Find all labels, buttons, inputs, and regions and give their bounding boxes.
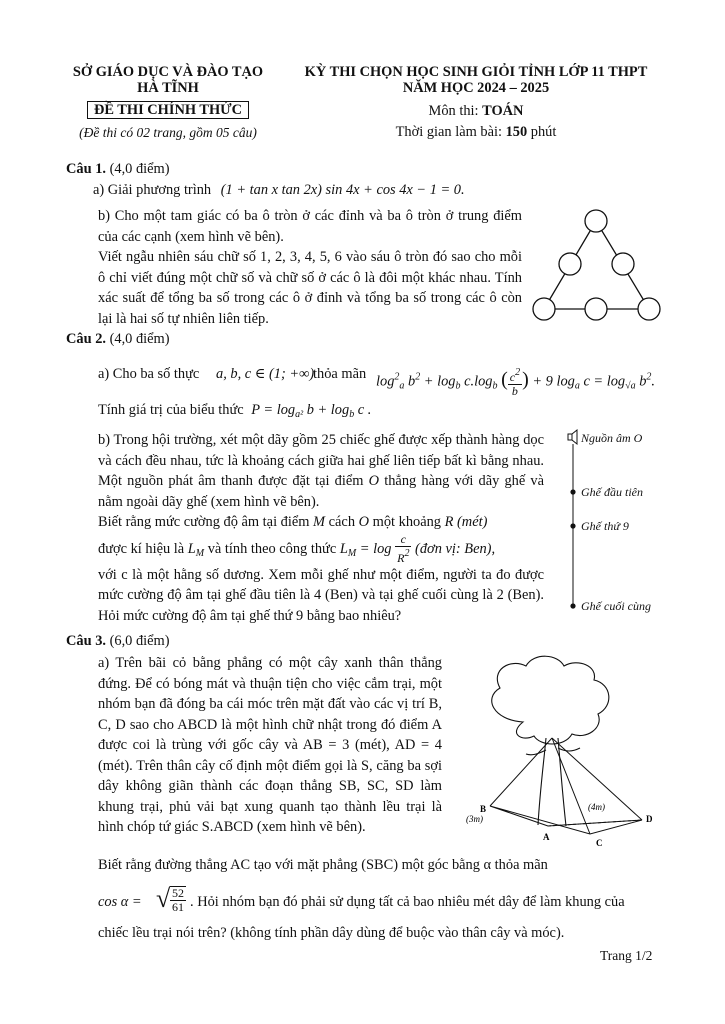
chair-ninth-dot [570,523,575,528]
q1-a-equation: (1 + tan x tan 2x) sin 4x + cos 4x − 1 = 0. [220,182,465,198]
q1-a-text: a) Giải phương trình [93,182,212,198]
q2-b-O2: O [358,514,370,530]
exam-title-block [286,64,666,96]
circle-bottom-right [638,298,660,320]
q2-title: Câu 2. [66,331,106,347]
q3-a-p1: a) Trên bãi cỏ bằng phẳng có một cây xanh thân thẳng đứng. Để có bóng mát và thuận tiện cho việc cắm trại, một nhóm bạn đã đóng ba cái móc trên mặt đất vào các vị trí B, C, D sao cho ABCD là một hình chữ nhật trong đó điểm A được coi là trùng với gốc cây và AB = 3 (mét), AD = 4 (mét). Trên thân cây cố định một điểm gọi là S, căng ba sợi dây không giãn thành các đoạn thẳng SB, SC, SD làm khung trại, phủ vải bạt xung quanh tạo thành lều trại là hình chóp tứ giác S.ABCD (xem hình vẽ bên). [98,655,442,835]
q2-b-met: (mét) [457,514,488,530]
page-number: Trang 1/2 [600,948,653,963]
time-line [286,124,666,141]
q2-b-p1b: thẳng hàng với dãy ghế và nằm ngoài dãy ghế (xem hình vẽ bên). [98,473,545,510]
q2-eq-log: log [376,373,395,390]
fig-first-label: Ghế đầu tiên [581,485,643,499]
dept-line2: HÀ TĨNH [137,80,199,96]
fig-last-label: Ghế cuối cùng [581,599,651,613]
q2-b-p4: với c là một hằng số dương. Xem mỗi ghế như một điểm, người ta đo được mức cường độ âm tại ghế đầu tiên là 4 (Ben) và tại ghế cuối cùng là 2 (Ben). Hỏi mức cường độ âm tại ghế thứ 9 bằng bao nhiêu? [98,566,544,624]
subject-line [286,103,666,120]
tent-pyramid [490,738,642,834]
circle-bottom-left [533,298,555,320]
time-label: Thời gian làm bài: [395,124,506,140]
chair-last-dot [570,603,575,608]
q2-b-p1 [98,430,544,512]
q2-b-p2c: một khoảng [372,514,441,530]
q3-a-p3-line [98,884,668,920]
fig-source-label: Nguồn âm O [581,431,643,445]
q2-a-calc: Tính giá trị của biểu thức $P = \log_{a^2} b + \log_b c$ . [98,402,372,420]
q2-b-M: M [313,514,326,530]
subject: TOÁN [482,103,524,119]
q3-a-p4: chiếc lều trại nói trên? (không tính phần dây dùng để buộc vào thân cây và móc). [98,925,565,941]
tent-tree-figure [448,650,668,850]
fig-B: B [480,804,487,814]
q2-a-equation: $\log^2_a b^2 + \log_b c.\log_b$ ( $\frac{c^2}{b}$ ) + 9 $\log_a c = \log_{√a} b^2$. [376,367,656,398]
q3-points: (6,0 điểm) [105,633,170,649]
fig-4m-label: (4m) [588,802,605,812]
q2-a-line [98,356,668,396]
q2-b-p3b: và tính theo công thức [207,540,337,557]
q3-title: Câu 3. [66,633,106,649]
tree-trunk [526,738,580,826]
school-year: NĂM HỌC 2024 – 2025 [402,80,550,96]
q2-b-R: R [444,514,454,530]
circle-bottom-mid [585,298,607,320]
q2-a-calc-text: Tính giá trị của biểu thức [98,402,244,418]
dept-line1: SỞ GIÁO DỤC VÀ ĐÀO TẠO [72,64,264,80]
q2-b-p3-text: được kí hiệu là [98,540,185,557]
q3-cos-den: 61 [172,900,184,914]
q2-b-p1-text: b) Trong hội trường, xét một dãy gồm 25 chiếc ghế được xếp thành hàng dọc và cách đều nhau, tức là khoảng cách giữa hai ghế liên tiếp bất kì bằng nhau. Một nguồn phát âm thanh được đặt tại điểm [98,432,544,489]
q2-heading [66,331,170,348]
official-label: ĐỀ THI CHÍNH THỨC [87,101,249,119]
q2-b-unit: (đơn vị: Ben), [415,540,496,557]
q3-cos-lhs: cos α = [98,894,142,910]
q1-points: (4,0 điểm) [105,161,170,177]
circle-right-mid [612,253,634,275]
q2-a-mid: thỏa mãn [313,366,367,382]
fig-D: D [646,814,653,824]
q2-b-p2-text: Biết rằng mức cường độ âm tại điểm [98,514,310,530]
circle-top [585,210,607,232]
q2-a-vars: a, b, c ∈ (1; +∞) [216,366,315,382]
sqrt-symbol: √ [156,884,171,913]
q2-b-p2b: cách [328,514,356,530]
fig-C: C [596,838,603,848]
q1-title: Câu 1. [66,161,106,177]
official-label-wrap [58,102,278,119]
q1-heading [66,161,170,178]
q3-heading [66,633,170,650]
q3-cos-num: 52 [172,886,184,900]
time-unit: phút [527,124,557,140]
fig-A: A [543,832,550,842]
circle-left-mid [559,253,581,275]
q3-a-p2: Biết rằng đường thẳng AC tạo với mặt phẳng (SBC) một góc bằng α thỏa mãn [98,857,548,873]
q1-b-p1: b) Cho một tam giác có ba ô tròn ở các đỉnh và ba ô tròn ở trung điểm của các cạnh (xem hình vẽ bên). [98,208,522,245]
q3-a-p3: . Hỏi nhóm bạn đó phải sử dụng tất cả bao nhiêu mét dây để làm khung của [190,894,625,910]
subject-label: Môn thi: [428,103,483,119]
q1-a [93,182,465,199]
time-value: 150 [505,124,528,140]
q2-points: (4,0 điểm) [105,331,170,347]
q3-cos-frac [170,886,186,914]
q2-b-p2 [98,512,544,533]
q1-b-p2: Viết ngẫu nhiên sáu chữ số 1, 2, 3, 4, 5, 6 vào sáu ô tròn đó sao cho mỗi ô chỉ viết đúng một chữ số và chữ số ở các ô là đôi một khác nhau. Tính xác suất để tổng ba số trong các ô ở đỉnh và tổng ba số trong các ô còn lại là hai số tự nhiên liên tiếp. [98,249,522,327]
q2-p-expr: P = log [251,402,296,418]
q1-b [98,206,522,329]
q2-a-text: a) Cho ba số thực [98,366,200,382]
tree-canopy [492,656,609,744]
chair-first-dot [570,489,575,494]
speaker-icon [568,430,577,444]
department-name [58,64,278,96]
triangle-circles-figure [528,205,668,325]
exam-title: KỲ THI CHỌN HỌC SINH GIỎI TỈNH LỚP 11 THPT [304,64,648,80]
fig-ninth-label: Ghế thứ 9 [581,519,629,533]
q2-b-O: O [368,473,380,489]
fig-3m-label: (3m) [466,814,483,824]
q2-b-p3: được kí hiệu là $L_M$ và tính theo công thức $L_M = \log$ $\frac{c}{R^2}$ (đơn vị: Ben), [98,532,496,566]
q2-b [98,430,544,626]
pages-note: (Đề thi có 02 trang, gồm 05 câu) [79,125,257,140]
